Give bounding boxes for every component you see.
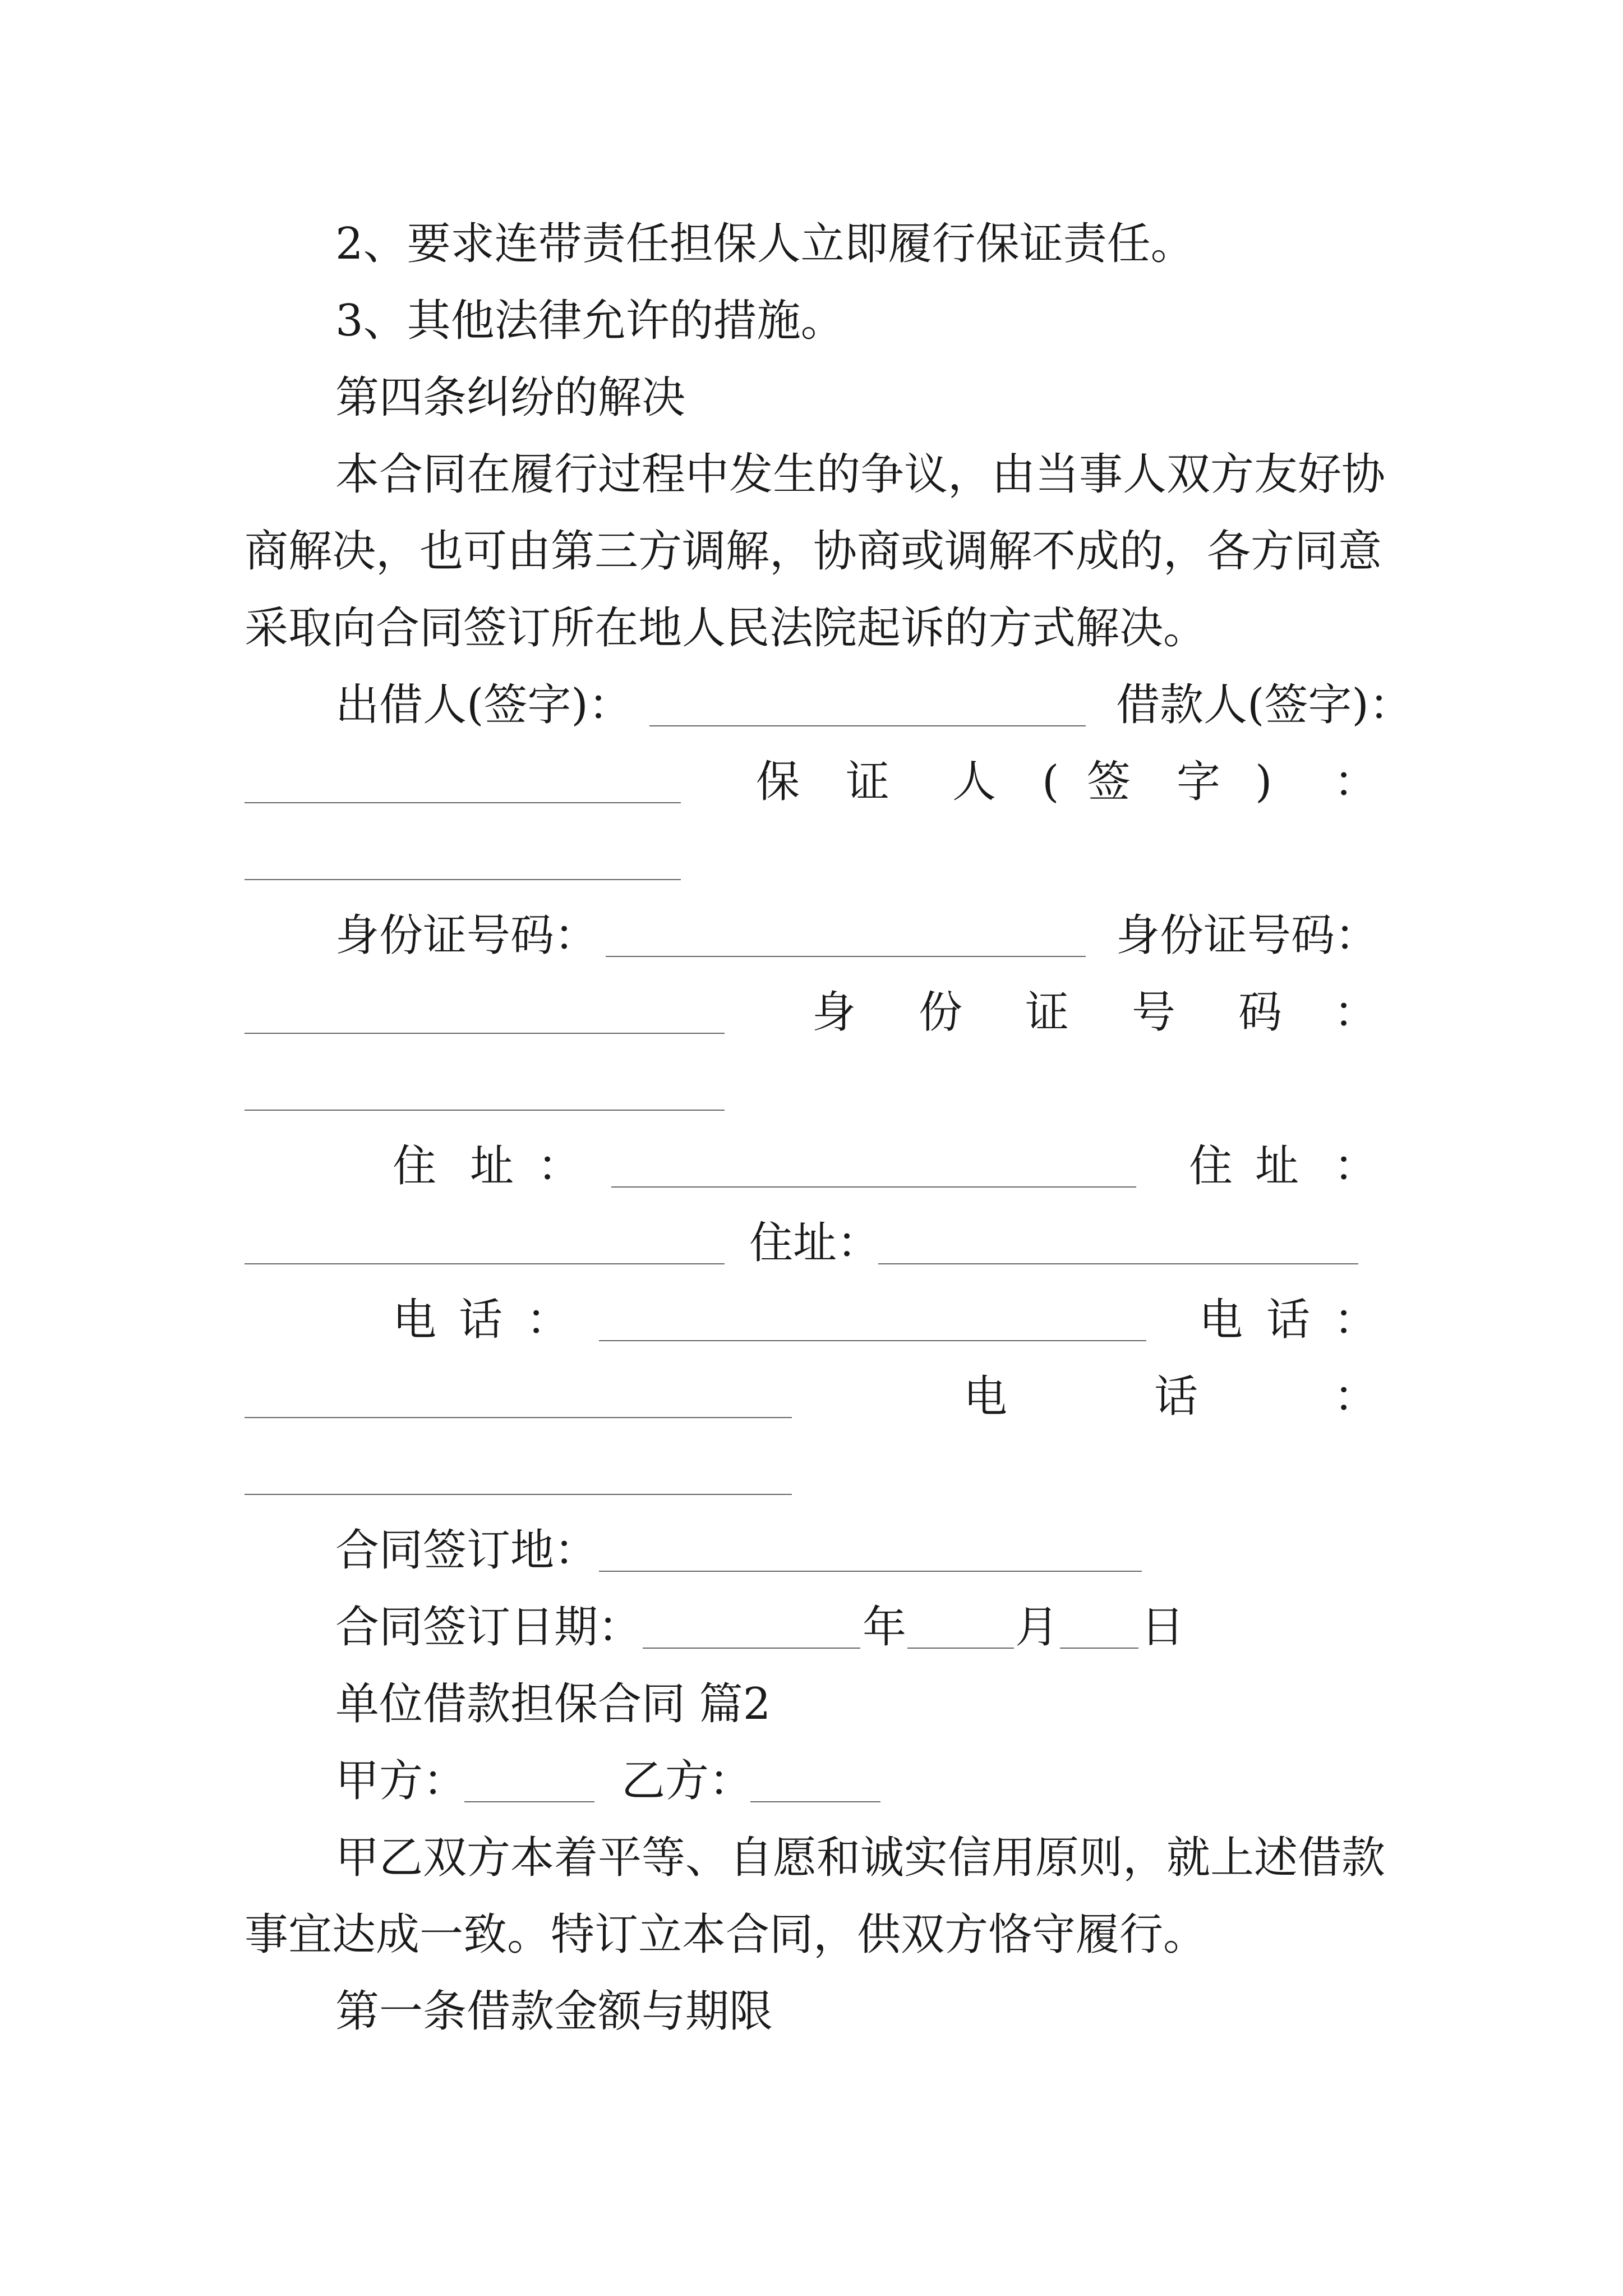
paragraph-text: 事宜达成一致。特订立本合同，供双方恪守履行。	[245, 1910, 1207, 1960]
phone-label-char: 话	[459, 1295, 503, 1345]
paragraph-line	[0, 513, 1623, 590]
address-label-char: 住	[1189, 1141, 1233, 1191]
guarantor-label-char: 签	[1087, 757, 1131, 807]
paragraph-text: 甲乙双方本着平等、自愿和诚实信用原则，就上述借款	[335, 1833, 1386, 1883]
phone-label-char: ：	[1334, 1295, 1378, 1345]
clause-text: 2、要求连带责任担保人立即履行保证责任。	[335, 219, 1195, 269]
lender-id-blank	[606, 956, 1086, 957]
party-a-label: 甲方：	[335, 1756, 467, 1806]
party-a-blank	[464, 1801, 594, 1802]
guarantor-phone-blank	[245, 1494, 792, 1495]
signature-row	[0, 821, 1623, 897]
parties-row	[0, 1743, 1623, 1819]
id-label: 身份证号码：	[1116, 910, 1379, 961]
address-row	[0, 1205, 1623, 1281]
borrower-phone-blank	[245, 1417, 792, 1418]
address-label-char: ：	[537, 1141, 582, 1191]
id-label: 身份证号码：	[335, 910, 598, 961]
lender-address-blank	[611, 1186, 1136, 1188]
id-label-char: 身	[812, 987, 856, 1038]
id-label-char: 证	[1025, 987, 1069, 1038]
guarantor-label-char: (	[1042, 757, 1059, 807]
year-label: 年	[863, 1602, 907, 1653]
phone-label-char: ：	[1334, 1372, 1378, 1422]
id-label-char: 份	[919, 987, 963, 1038]
section-heading	[0, 1973, 1623, 2050]
phone-row	[0, 1282, 1623, 1358]
borrower-label: 借款人(签字)：	[1116, 680, 1413, 730]
heading-text: 第一条借款金额与期限	[335, 1986, 773, 2037]
guarantor-label-char: ：	[1334, 757, 1378, 807]
clause-line	[0, 283, 1623, 359]
guarantor-label-char: 证	[846, 757, 890, 807]
lender-phone-blank	[599, 1340, 1146, 1341]
address-label-char: ：	[1334, 1141, 1378, 1191]
id-label-char: 号	[1132, 987, 1176, 1038]
phone-label-char: 电	[1199, 1295, 1243, 1345]
phone-row	[0, 1435, 1623, 1512]
guarantor-label-char: 保	[756, 757, 800, 807]
paragraph-line	[0, 1820, 1623, 1896]
day-blank	[1060, 1648, 1138, 1649]
paragraph-text: 采取向合同签订所在地人民法院起诉的方式解决。	[245, 603, 1207, 654]
section-title-text: 单位借款担保合同 篇2	[335, 1679, 771, 1729]
clause-line	[0, 206, 1623, 282]
phone-label-char: 电	[393, 1295, 437, 1345]
id-label-char: ：	[1334, 987, 1378, 1038]
day-label: 日	[1141, 1602, 1185, 1653]
guarantor-id-blank	[245, 1110, 725, 1111]
guarantor-address-blank	[878, 1263, 1358, 1264]
signing-date-label: 合同签订日期：	[335, 1602, 642, 1653]
address-label-char: 址	[1255, 1141, 1299, 1191]
month-blank	[907, 1648, 1014, 1649]
guarantor-label-char: 字	[1177, 757, 1221, 807]
clause-text: 3、其他法律允许的措施。	[335, 296, 845, 346]
guarantor-label-char: )	[1255, 757, 1272, 807]
borrower-signature-blank	[245, 802, 681, 803]
signing-place-row	[0, 1512, 1623, 1589]
address-row	[0, 1128, 1623, 1204]
borrower-address-blank	[245, 1263, 725, 1264]
address-label-char: 住	[393, 1141, 437, 1191]
paragraph-text: 商解决，也可由第三方调解，协商或调解不成的，各方同意	[245, 526, 1382, 577]
phone-label-char: ：	[526, 1295, 570, 1345]
signature-row	[0, 667, 1623, 743]
signing-place-blank	[599, 1571, 1142, 1572]
year-blank	[643, 1648, 860, 1649]
paragraph-line	[0, 590, 1623, 666]
phone-label-char: 话	[1154, 1372, 1198, 1422]
phone-label-char: 话	[1266, 1295, 1311, 1345]
signature-row	[0, 744, 1623, 820]
month-label: 月	[1015, 1602, 1059, 1653]
phone-row	[0, 1359, 1623, 1435]
lender-label: 出借人(签字)：	[335, 680, 632, 730]
section-title	[0, 1666, 1623, 1742]
address-label-char: 址	[470, 1141, 514, 1191]
phone-label-char: 电	[963, 1372, 1008, 1422]
party-b-label: 乙方：	[621, 1756, 753, 1806]
address-label: 住址：	[749, 1218, 881, 1268]
signing-date-row	[0, 1589, 1623, 1665]
paragraph-line	[0, 436, 1623, 513]
id-row	[0, 974, 1623, 1051]
heading-text: 第四条纠纷的解决	[335, 372, 686, 423]
party-b-blank	[750, 1801, 880, 1802]
lender-signature-blank	[649, 725, 1086, 726]
signing-place-label: 合同签订地：	[335, 1525, 598, 1576]
borrower-id-blank	[245, 1033, 725, 1034]
paragraph-line	[0, 1897, 1623, 1973]
section-heading	[0, 360, 1623, 436]
id-label-char: 码	[1238, 987, 1283, 1038]
id-row	[0, 1051, 1623, 1128]
guarantor-signature-blank	[245, 879, 681, 880]
id-row	[0, 898, 1623, 974]
paragraph-text: 本合同在履行过程中发生的争议，由当事人双方友好协	[335, 449, 1386, 500]
guarantor-label-char: 人	[952, 757, 997, 807]
